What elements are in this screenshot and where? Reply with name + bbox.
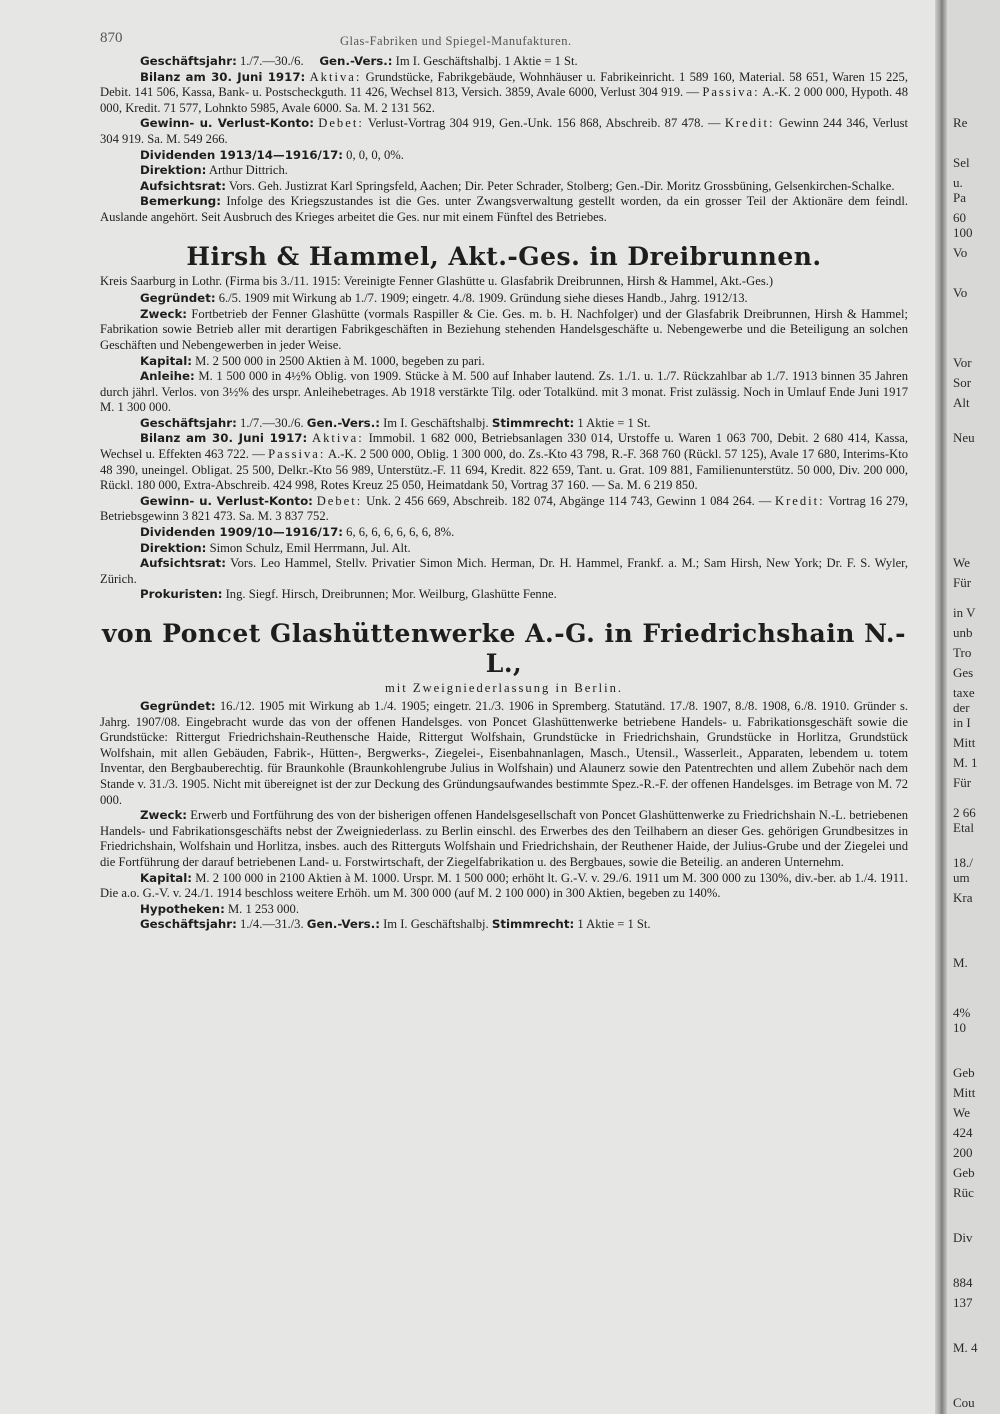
kapital-line: Kapital: M. 2 500 000 in 2500 Aktien à M. 1000, begeben zu pari. <box>140 353 485 368</box>
adjacent-page-fragment: Kra <box>953 890 973 905</box>
bilanz-paragraph: Bilanz am 30. Juni 1917: Aktiva: Immobil. 1 682 000, Betriebsanlagen 330 014, Urstoffe u. Waren 1 063 700, Debit. 2 680 414, Kassa, Wechsel u. Effekten 463 722. — Passiva: A.-K. 2 500 000, Oblig. 1 300 000, do. Zs.-Kto 43 798, R.-F. 368 760 (Rückl. 57 125), Avale 17 680, Interims-Kto 48 390, uneingel. Obligat. 25 500, Delkr.-Kto 56 989, Unterstütz.-F. 11 694, Kredit. 822 659, Tant. u. Grat. 109 881, Familienunterstütz. 50 000, Div. 200 000, Rückl. 180 000, Extra-Abschreib. 424 998, Rotes Kreuz 25 050, Heimatdank 50, Vortrag 37 160. — Sa. M. 6 219 850. <box>100 431 908 493</box>
bemerkung-paragraph: Bemerkung: Infolge des Kriegszustandes ist die Ges. unter Zwangsverwaltung gestellt worden, da ein grosser Teil der Aktionäre dem feindl. Auslande angehört. Seit Ausbruch des Krieges arbeitet die Ges. nur mit einem Fünftel des Betriebes. <box>100 194 908 224</box>
adjacent-page-fragment: 4% <box>953 1005 971 1020</box>
adjacent-page-fragment: Re <box>953 115 968 130</box>
guv-paragraph: Gewinn- u. Verlust-Konto: Debet: Unk. 2 456 669, Abschreib. 182 074, Abgänge 114 743, Gewinn 1 084 264. — Kredit: Vortrag 16 279, Betriebsgewinn 3 821 473. Sa. M. 3 837 752. <box>100 493 908 524</box>
adjacent-page-fragment: M. 1 <box>953 755 978 770</box>
adjacent-page-fragment: unb <box>953 625 973 640</box>
adjacent-page-fragment: 137 <box>953 1295 973 1310</box>
anleihe-paragraph: Anleihe: M. 1 500 000 in 4½% Oblig. von 1909. Stücke à M. 500 auf Inhaber lautend. Zs. 1./1. u. 1./7. Rückzahlbar ab 1./7. 1913 binnen 35 Jahren durch jährl. Verlos. von 3½% des urspr. Anleihebetrages. Ab 1918 verstärkte Tilg. oder Totalkünd. mit 3 monat. Frist zulässig. Noch in Umlauf Ende Juni 1917 M. 1 300 000. <box>100 369 908 415</box>
adjacent-page-fragment: Div <box>953 1230 973 1245</box>
adjacent-page-fragment: 10 <box>953 1020 966 1035</box>
adjacent-page-fragment: Neu <box>953 430 975 445</box>
adjacent-page-fragment: 424 <box>953 1125 973 1140</box>
adjacent-page-fragment: Vor <box>953 355 972 370</box>
aufsichtsrat-paragraph: Aufsichtsrat: Vors. Geh. Justizrat Karl Springsfeld, Aachen; Dir. Peter Schrader, Stolberg; Gen.-Dir. Moritz Grossbüning, Gelsenkirchen-Schalke. <box>140 178 895 193</box>
page-content <box>100 28 908 1398</box>
adjacent-page-fragment: Tro <box>953 645 972 660</box>
geschaeftsjahr-line: Geschäftsjahr: 1./7.—30./6. Gen.-Vers.: Im I. Geschäftshalbj. Stimmrecht: 1 Aktie = 1 St. <box>140 415 651 430</box>
aufsichtsrat-paragraph: Aufsichtsrat: Vors. Leo Hammel, Stellv. Privatier Simon Mich. Herman, Dr. H. Hammel, Frankf. a. M.; Sam Hirsh, New York; Dr. F. S. Wyler, Zürich. <box>100 556 908 586</box>
adjacent-page-fragment: taxe <box>953 685 975 700</box>
adjacent-page-fragment: 60 <box>953 210 966 225</box>
adjacent-page-fragment: in V <box>953 605 976 620</box>
zweck-paragraph: Zweck: Erwerb und Fortführung des von der bisherigen offenen Handelsgesellschaft von Poncet Glashüttenwerke zu Friedrichshain N.-L. betriebenen Handels- und Fabrikationsgeschäfts nebst der Zweigniederlass. zu Berlin einschl. des Erwerbes des den Teilhabern an dieser Ges. gehörigen Grundbesitzes in Friedrichshain, Wolfshain und Horlitza, insbes. auch des Ritterguts Wolfshain und Friedrichshain, der Reuthener Haide, der Julius-Grube und der Ziegelei und die Fortführung der darauf betriebenen Land- u. Forstwirtschaft, der Ziegelfabrikation u. des Bergbaues, sowie die Beteilig. an anderen Unternehm. <box>100 808 908 869</box>
direktion-line: Direktion: Simon Schulz, Emil Herrmann, Jul. Alt. <box>140 540 411 555</box>
adjacent-page-fragment: Für <box>953 775 972 790</box>
adjacent-page-fragment: Sor <box>953 375 972 390</box>
gegruendet-paragraph: Gegründet: 16./12. 1905 mit Wirkung ab 1./4. 1905; eingetr. 21./3. 1906 in Spremberg. Statutänd. 17./8. 1907, 8./8. 1908, 6./8. 1910. Gründer s. Jahrg. 1907/08. Eingebracht wurde das von der offenen Handelsges. von Poncet Glashüttenwerke betriebene Handels- u. Fabrikationsgeschäft sowie die Grundstücke: Rittergut Friedrichshain-Reuthensche Haide, Rittergut Wolfshain, Grundstücke in Friedrichshain, Grundstücke in Horlitza, Grundstück Wolfshain, mit allen Gebäuden, Fabrik-, Hütten-, Bergwerks-, Ziegelei-, Eisenbahnanlagen, Masch., Utensil., Wasserleit., Apparaten, lebendem u. totem Inventar, den Bergbauberechtig. für Braunkohle (Braunkohlengrube Julius in Wolfshain) und Alaunerz sowie den Patentrechten und allem Zubehör nach dem Stande v. 31./3. 1905. Nicht mit übereignet ist der zur Deckung des Gründungsaufwandes bestimmte Spez.-R.-F. der offenen Handelsges. im Betrage von M. 72 000. <box>100 699 908 807</box>
adjacent-page-fragment: We <box>953 1105 970 1120</box>
adjacent-page-edge <box>947 0 1000 1414</box>
adjacent-page-fragment: Für <box>953 575 972 590</box>
guv-paragraph: Gewinn- u. Verlust-Konto: Debet: Verlust-Vortrag 304 919, Gen.-Unk. 156 868, Abschreib. 87 478. — Kredit: Gewinn 244 346, Verlust 304 919. Sa. M. 549 266. <box>100 116 908 146</box>
zweck-paragraph: Zweck: Fortbetrieb der Fenner Glashütte (vormals Raspiller & Cie. Ges. m. b. H. Nachfolger) und der Glasfabrik Dreibrunnen, Hirsh & Hammel; Fabrikation sowie Betrieb aller mit derartigen Fabrikgeschäften in Beziehung stehenden Handelsgeschäfte u. Nebengewerbe und die Beteiligung an solchen Geschäften und Nebengewerben in jeder Weise. <box>100 306 908 352</box>
adjacent-page-fragment: Rüc <box>953 1185 974 1200</box>
dividenden-line: Dividenden 1913/14—1916/17: 0, 0, 0, 0%. <box>140 147 404 162</box>
adjacent-page-fragment: u. <box>953 175 963 190</box>
adjacent-page-fragment: We <box>953 555 970 570</box>
adjacent-page-fragment: 2 66 <box>953 805 976 820</box>
adjacent-page-fragment: Geb <box>953 1165 975 1180</box>
running-head: Glas-Fabriken und Spiegel-Manufakturen. <box>340 34 572 48</box>
entry-von-poncet <box>100 619 908 933</box>
adjacent-page-fragment: M. 4 <box>953 1340 978 1355</box>
adjacent-page-fragment: Mitt <box>953 735 976 750</box>
dividenden-line: Dividenden 1909/10—1916/17: 6, 6, 6, 6, 6, 6, 6, 8%. <box>140 525 455 540</box>
adjacent-page-fragment: Cou <box>953 1395 975 1410</box>
adjacent-page-fragment: Geb <box>953 1065 975 1080</box>
geschaeftsjahr-line: Geschäftsjahr: 1./7.—30./6. Gen.-Vers.: Im I. Geschäftshalbj. 1 Aktie = 1 St. <box>140 54 578 68</box>
adjacent-page-fragment: um <box>953 870 970 885</box>
adjacent-page-fragment: Vo <box>953 285 968 300</box>
adjacent-page-fragment: Etal <box>953 820 974 835</box>
adjacent-page-fragment: Sel <box>953 155 970 170</box>
adjacent-page-fragment: 18./ <box>953 855 973 870</box>
adjacent-page-fragment: Pa <box>953 190 966 205</box>
company-title: Hirsh & Hammel, Akt.-Ges. in Dreibrunnen. <box>186 241 822 271</box>
prokuristen-line: Prokuristen: Ing. Siegf. Hirsch, Dreibrunnen; Mor. Weilburg, Glashütte Fenne. <box>140 587 557 602</box>
book-gutter <box>935 0 947 1414</box>
hypotheken-line: Hypotheken: M. 1 253 000. <box>140 901 299 916</box>
company-location: Kreis Saarburg in Lothr. (Firma bis 3./11. 1915: Vereinigte Fenner Glashütte u. Glasfabrik Dreibrunnen, Hirsh & Hammel, Akt.-Ges.) <box>100 273 774 288</box>
adjacent-page-fragment: 884 <box>953 1275 973 1290</box>
company-subtitle: mit Zweigniederlassung in Berlin. <box>384 681 624 695</box>
adjacent-page-fragment: Alt <box>953 395 970 410</box>
adjacent-page-fragment: in I <box>953 715 971 730</box>
adjacent-page-fragment: M. <box>953 955 968 970</box>
gegruendet-paragraph: Gegründet: 6./5. 1909 mit Wirkung ab 1./7. 1909; eingetr. 4./8. 1909. Gründung siehe dieses Handb., Jahrg. 1912/13. <box>140 291 748 306</box>
adjacent-page-fragment: 200 <box>953 1145 973 1160</box>
adjacent-page-fragment: der <box>953 700 970 715</box>
geschaeftsjahr-line: Geschäftsjahr: 1./4.—31./3. Gen.-Vers.: Im I. Geschäftshalbj. Stimmrecht: 1 Aktie = 1 St. <box>140 917 651 932</box>
bilanz-paragraph: Bilanz am 30. Juni 1917: Aktiva: Grundstücke, Fabrikgebäude, Wohnhäuser u. Fabrikeinricht. 1 589 160, Material. 58 651, Waren 15 225, Debit. 141 506, Kassa, Bank- u. Postscheckguth. 11 426, Wechsel 813, Versich. 3859, Avale 6000, Verlust 304 919. — Passiva: A.-K. 2 000 000, Hypoth. 48 000, Kredit. 71 577, Lohnkto 5985, Avale 6000. Sa. M. 2 131 562. <box>100 69 908 115</box>
entry-continued <box>100 54 908 226</box>
page-number: 870 <box>100 30 123 46</box>
direktion-line: Direktion: Arthur Dittrich. <box>140 163 288 178</box>
company-title: von Poncet Glashüttenwerke A.-G. in Friedrichshain N.-L., <box>102 619 906 678</box>
adjacent-page-fragment: Vo <box>953 245 968 260</box>
adjacent-page-fragment: Ges <box>953 665 974 680</box>
adjacent-page-fragment: Mitt <box>953 1085 976 1100</box>
entry-hirsh-hammel <box>100 242 908 603</box>
kapital-paragraph: Kapital: M. 2 100 000 in 2100 Aktien à M. 1000. Urspr. M. 1 500 000; erhöht lt. G.-V. v. 29./6. 1911 um M. 300 000 zu 130%, div.-ber. ab 1./4. 1911. Die a.o. G.-V. v. 24./1. 1914 beschloss weitere Erhöh. um M. 300 000 (auf M. 2 100 000) in 300 Aktien, begeben zu 140%. <box>100 870 908 901</box>
adjacent-page-fragment: 100 <box>953 225 973 240</box>
page-header <box>100 28 908 54</box>
